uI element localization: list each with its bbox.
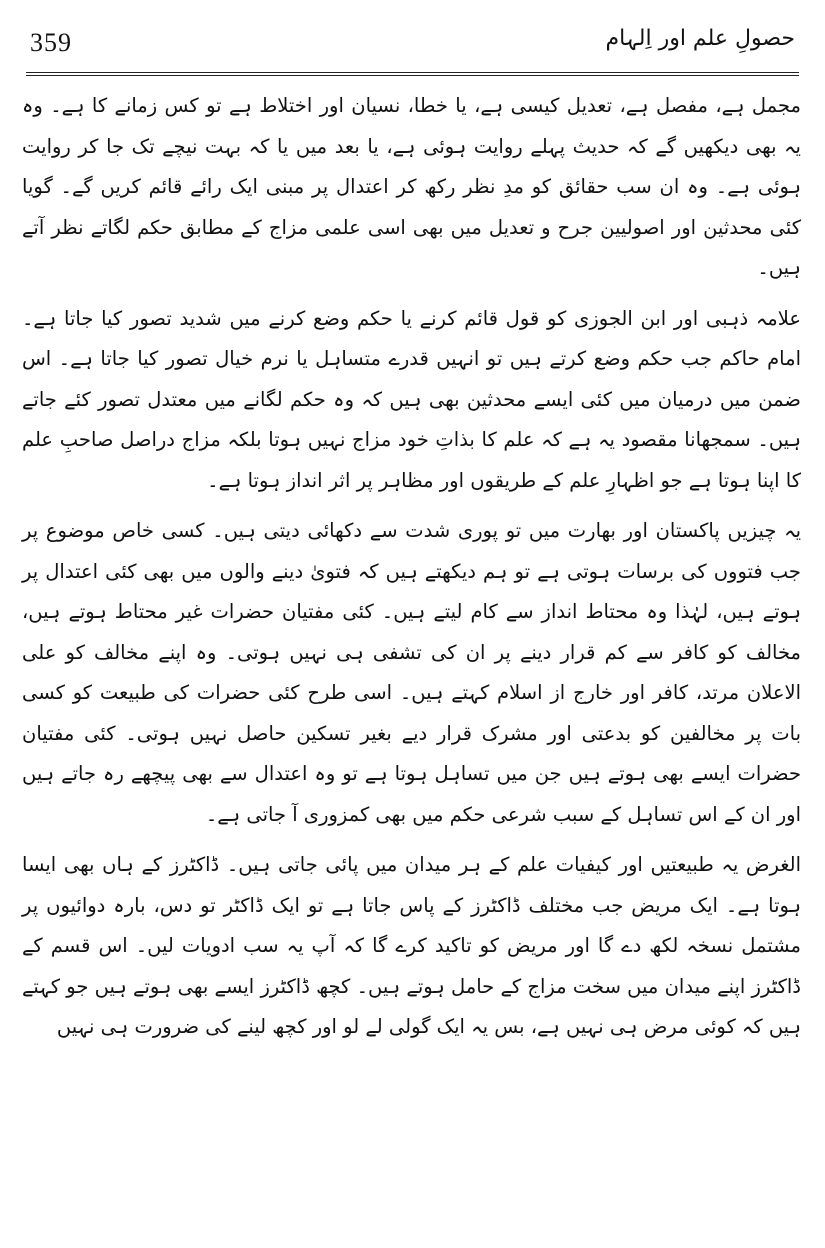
paragraph-3: یہ چیزیں پاکستان اور بھارت میں تو پوری شدت سے دکھائی دیتی ہیں۔ کسی خاص موضوع پر جب فتووں کی برسات ہوتی ہے تو ہم دیکھتے ہیں کہ فتویٰ دینے والوں میں بھی کئی اعتدال پر ہوتے ہیں، لہٰذا وہ محتاط انداز سے کام لیتے ہیں۔ کئی مفتیان حضرات غیر محتاط ہوتے ہیں، مخالف کو کافر سے کم قرار دینے پر ان کی تشفی ہی نہیں ہوتی۔ وہ اپنے مخالف کو علی الاعلان مرتد، کافر اور خارج از اسلام کہتے ہیں۔ اسی طرح کئی حضرات کی طبیعت کو کسی بات پر مخالفین کو بدعتی اور مشرک قرار دیے بغیر تسکین حاصل نہیں ہوتی۔ کئی مفتیان حضرات ایسے بھی ہوتے ہیں جن میں تساہل ہوتا ہے تو وہ اعتدال سے بھی پیچھے رہ جاتے ہیں اور ان کے اس تساہل کے سبب شرعی حکم میں بھی کمزوری آ جاتی ہے۔ [22,519,801,826]
body-text [22,86,801,1242]
paragraph-1: مجمل ہے، مفصل ہے، تعدیل کیسی ہے، یا خطا، نسیان اور اختلاط ہے تو کس زمانے کا ہے۔ وہ یہ بھی دیکھیں گے کہ حدیث پہلے روایت ہوئی ہے، یا بعد میں یا کہ بہت نیچے تک جا کر روایت ہوئی ہے۔ وہ ان سب حقائق کو مدِ نظر رکھ کر اعتدال پر مبنی ایک رائے قائم کریں گے۔ گویا کئی محدثین اور اصولیین جرح و تعدیل میں بھی اسی علمی مزاج کے مطابق حکم لگاتے نظر آتے ہیں۔ [22,94,801,279]
page-number: 359 [30,28,72,57]
paragraph-4: الغرض یہ طبیعتیں اور کیفیات علم کے ہر میدان میں پائی جاتی ہیں۔ ڈاکٹرز کے ہاں بھی ایسا ہوتا ہے۔ ایک مریض جب مختلف ڈاکٹرز کے پاس جاتا ہے تو ایک ڈاکٹر تو دس، بارہ دوائیوں پر مشتمل نسخہ لکھ دے گا اور مریض کو تاکید کرے گا کہ آپ یہ سب ادویات لیں۔ اس قسم کے ڈاکٹرز اپنے میدان میں سخت مزاج کے حامل ہوتے ہیں۔ کچھ ڈاکٹرز ایسے بھی ہوتے ہیں جو کہتے ہیں کہ کوئی مرض ہی نہیں ہے، بس یہ ایک گولی لے لو اور کچھ لینے کی ضرورت ہی نہیں [22,853,801,1038]
page-header [0,0,825,80]
header-rule [26,72,799,76]
running-head: حصولِ علم اور اِلہام [605,26,795,51]
paragraph-2: علامہ ذہبی اور ابن الجوزی کو قول قائم کرنے یا حکم وضع کرنے میں شدید تصور کیا جاتا ہے۔ امام حاکم جب حکم وضع کرتے ہیں تو انہیں قدرے متساہل یا نرم خیال تصور کیا جاتا ہے۔ اس ضمن میں درمیان میں کئی ایسے محدثین بھی ہیں کہ وہ حکم لگانے میں معتدل تصور کئے جاتے ہیں۔ سمجھانا مقصود یہ ہے کہ علم کا بذاتِ خود مزاج نہیں ہوتا بلکہ مزاج دراصل صاحبِ علم کا اپنا ہوتا ہے جو اظہارِ علم کے طریقوں اور مظاہر پر اثر انداز ہوتا ہے۔ [22,306,801,492]
